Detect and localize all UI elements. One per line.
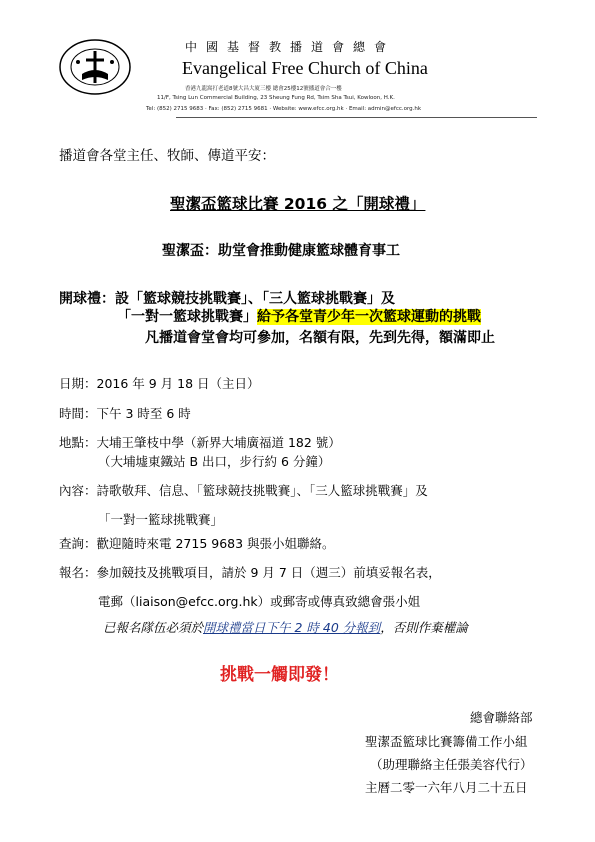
event-venue-directions: （大埔墟東鐵站 B 出口，步行約 6 分鐘） (98, 454, 331, 469)
subtitle: 聖潔盃：助堂會推動健康籃球體育事工 (162, 243, 400, 259)
org-chinese-name: 中國基督教播道會總會 (185, 40, 396, 54)
signature-department: 總會聯絡部 (470, 710, 533, 725)
note-post: ，否則作棄權論 (380, 620, 468, 635)
note-check-in-time: 開球禮當日下午 2 時 40 分報到 (203, 620, 381, 635)
intro-line-1: 開球禮：設「籃球競技挑戰賽」、「三人籃球挑戰賽」及 (59, 291, 395, 307)
intro-line-2-normal: 「一對一籃球挑戰賽」 (117, 309, 257, 325)
efcc-logo (58, 38, 132, 96)
event-content: 內容：詩歌敬拜、信息、「籃球競技挑戰賽」、「三人籃球挑戰賽」及 (59, 483, 428, 498)
slogan: 挑戰一觸即發！ (220, 665, 339, 685)
org-english-name: Evangelical Free Church of China (182, 58, 428, 78)
address-line-1: 香港九龍窩打老道8號大昌大廈三樓 總會25樓12號播道會合一樓 (185, 86, 342, 92)
event-registration: 報名：參加競技及挑戰項目，請於 9 月 7 日（週三）前填妥報名表， (59, 565, 441, 580)
event-content-cont: 「一對一籃球挑戰賽」 (98, 512, 224, 527)
signature-signer: （助理聯絡主任張美容代行） (370, 757, 533, 772)
event-venue: 地點：大埔王肇枝中學（新界大埔廣福道 182 號） (59, 435, 341, 450)
note-pre: 已報名隊伍必須於 (103, 620, 204, 635)
page-title: 聖潔盃籃球比賽 2016 之「開球禮」 (170, 195, 426, 213)
event-enquiry: 查詢：歡迎隨時來電 2715 9683 與張小姐聯絡。 (59, 536, 335, 551)
event-time: 時間：下午 3 時至 6 時 (59, 406, 191, 421)
greeting: 播道會各堂主任、牧師、傳道平安： (59, 148, 275, 164)
letterhead-divider (176, 117, 537, 118)
contact-line: Tel: (852) 2715 9683 · Fax: (852) 2715 9681 · Website: www.efcc.org.hk · Email: admin@efcc.org.hk (146, 106, 422, 112)
intro-line-2-highlight: 給予各堂青少年一次籃球運動的挑戰 (257, 309, 481, 325)
registration-note (103, 618, 468, 636)
event-date: 日期：2016 年 9 月 18 日（主日） (59, 376, 260, 391)
intro-line-3: 凡播道會堂會均可參加，名額有限，先到先得，額滿即止 (145, 330, 495, 346)
address-line-2: 11/F, Tsing Lun Commercial Building, 23 Sheung Fung Rd, Tsim Sha Tsui, Kowloon, H.K. (157, 95, 395, 101)
signature-committee: 聖潔盃籃球比賽籌備工作小組 (365, 734, 528, 749)
signature-date: 主曆二零一六年八月二十五日 (365, 780, 528, 795)
event-registration-cont: 電郵（liaison@efcc.org.hk）或郵寄或傳真致總會張小姐 (98, 594, 421, 609)
intro-line-2 (117, 306, 481, 326)
